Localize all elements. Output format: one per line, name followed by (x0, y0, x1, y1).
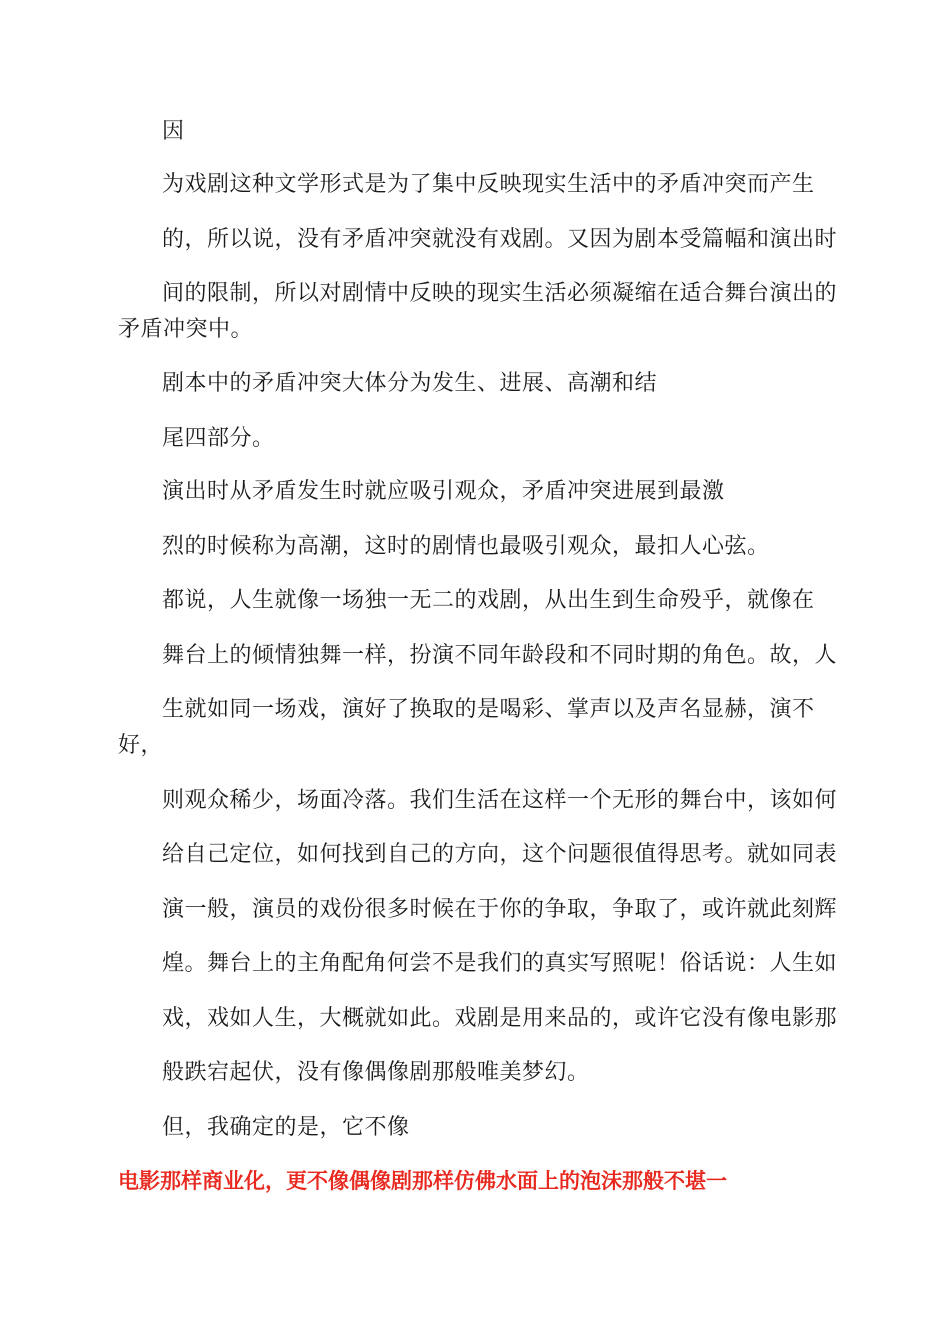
text-line: 的，所以说，没有矛盾冲突就没有戏剧。又因为剧本受篇幅和演出时 (162, 227, 838, 252)
text-line: 因 (162, 119, 185, 144)
text-line: 戏，戏如人生，大概就如此。戏剧是用来品的，或许它没有像电影那 (162, 1006, 838, 1031)
text-line: 间的限制，所以对剧情中反映的现实生活必须凝缩在适合舞台演出的 (162, 281, 838, 306)
text-line: 般跌宕起伏，没有像偶像剧那般唯美梦幻。 (162, 1060, 590, 1085)
text-line: 烈的时候称为高潮，这时的剧情也最吸引观众，最扣人心弦。 (162, 534, 770, 559)
text-line: 好， (118, 733, 164, 758)
text-line: 则观众稀少，场面冷落。我们生活在这样一个无形的舞台中，该如何 (162, 788, 838, 813)
text-line: 剧本中的矛盾冲突大体分为发生、进展、高潮和结 (162, 371, 658, 396)
highlighted-text-line: 电影那样商业化，更不像偶像剧那样仿佛水面上的泡沫那般不堪一 (118, 1169, 727, 1193)
text-line: 给自己定位，如何找到自己的方向，这个问题很值得思考。就如同表 (162, 842, 838, 867)
text-line: 都说，人生就像一场独一无二的戏剧，从出生到生命殁乎，就像在 (162, 588, 815, 613)
text-line: 尾四部分。 (162, 426, 275, 451)
text-line: 煌。舞台上的主角配角何尝不是我们的真实写照呢！俗话说：人生如 (162, 951, 838, 976)
text-line: 演出时从矛盾发生时就应吸引观众，矛盾冲突进展到最激 (162, 479, 725, 504)
text-line: 生就如同一场戏，演好了换取的是喝彩、掌声以及声名显赫，演不 (162, 697, 815, 722)
text-line: 演一般，演员的戏份很多时候在于你的争取，争取了，或许就此刻辉 (162, 897, 838, 922)
text-line: 舞台上的倾情独舞一样，扮演不同年龄段和不同时期的角色。故，人 (162, 643, 838, 668)
text-line: 矛盾冲突中。 (118, 317, 254, 342)
text-line: 但，我确定的是，它不像 (162, 1115, 410, 1140)
text-line: 为戏剧这种文学形式是为了集中反映现实生活中的矛盾冲突而产生 (162, 172, 815, 197)
